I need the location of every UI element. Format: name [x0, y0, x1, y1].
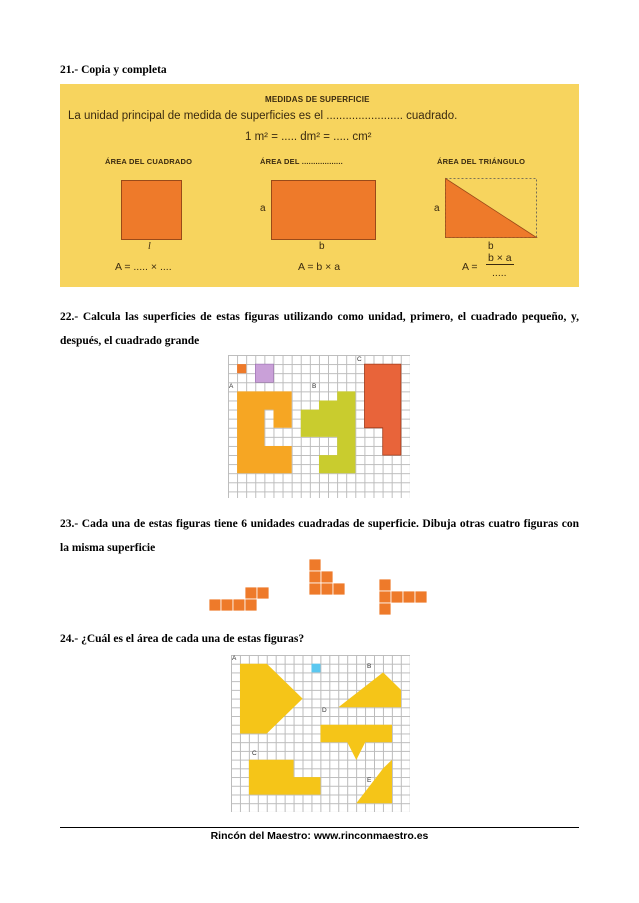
col3-header: ÁREA DEL TRIÁNGULO	[437, 157, 526, 166]
square-shape	[121, 180, 182, 240]
col2-header: ÁREA DEL ..................	[260, 157, 343, 166]
grid2-label-e: E	[367, 777, 372, 784]
figure-e	[356, 760, 392, 804]
col3-side-label: a	[434, 203, 440, 214]
grid2-label-d: D	[322, 707, 327, 714]
six-unit-figures	[205, 555, 435, 615]
col3-numerator: b × a	[488, 252, 512, 264]
unit-square-cyan	[312, 664, 321, 673]
grid1-label-b: B	[312, 383, 317, 390]
figure-c	[249, 760, 321, 795]
footer-divider	[60, 827, 579, 828]
grid1-label-a: A	[229, 383, 234, 390]
figures-grid-1	[228, 355, 410, 498]
footer-text: Rincón del Maestro: www.rinconmaestro.es	[210, 830, 429, 842]
box-conversion: 1 m² = ..... dm² = ..... cm²	[245, 131, 372, 143]
col3-denominator: .....	[492, 267, 507, 279]
grid2-label-a: A	[232, 655, 237, 662]
figure-b	[338, 672, 401, 707]
grid2-label-b: B	[367, 663, 372, 670]
question-24: 24.- ¿Cuál es el área de cada una de estas figuras?	[60, 633, 305, 645]
col1-bottom-label: l	[148, 241, 151, 252]
col2-bottom-label: b	[319, 241, 325, 252]
col1-header: ÁREA DEL CUADRADO	[105, 157, 193, 166]
rectangle-shape	[271, 180, 376, 240]
grid2-figures	[231, 655, 410, 812]
figure-b	[301, 391, 356, 473]
box-title: MEDIDAS DE SUPERFICIE	[265, 95, 370, 104]
box-sentence: La unidad principal de medida de superficies es el ........................ cuadrado.	[68, 110, 458, 122]
grid1-label-c: C	[357, 356, 362, 363]
small-unit-square	[237, 364, 246, 373]
question-23: 23.- Cada una de estas figuras tiene 6 unidades cuadradas de superficie. Dibuja otras cuatro figuras con la misma superficie	[60, 518, 579, 554]
figure-a	[240, 664, 303, 734]
grid2-label-c: C	[252, 750, 257, 757]
big-unit-square	[255, 364, 273, 382]
figure-c	[365, 364, 401, 455]
col3-bottom-label: b	[488, 241, 494, 252]
figure-a	[237, 391, 292, 473]
grid1-figures	[228, 355, 410, 498]
question-21: 21.- Copia y completa	[60, 64, 167, 76]
figure-d	[321, 725, 393, 760]
question-22: 22.- Calcula las superficies de estas figuras utilizando como unidad, primero, el cuadrado pequeño, y, después, el cuadrado grande	[60, 311, 579, 347]
triangle-shape	[445, 176, 541, 240]
figures-grid-2	[231, 655, 410, 812]
col3-formula-prefix: A =	[462, 261, 478, 273]
col1-formula: A = ..... × ....	[115, 261, 172, 273]
surface-measures-box	[60, 84, 579, 287]
col2-formula: A = b × a	[298, 261, 341, 273]
col2-side-label: a	[260, 203, 266, 214]
